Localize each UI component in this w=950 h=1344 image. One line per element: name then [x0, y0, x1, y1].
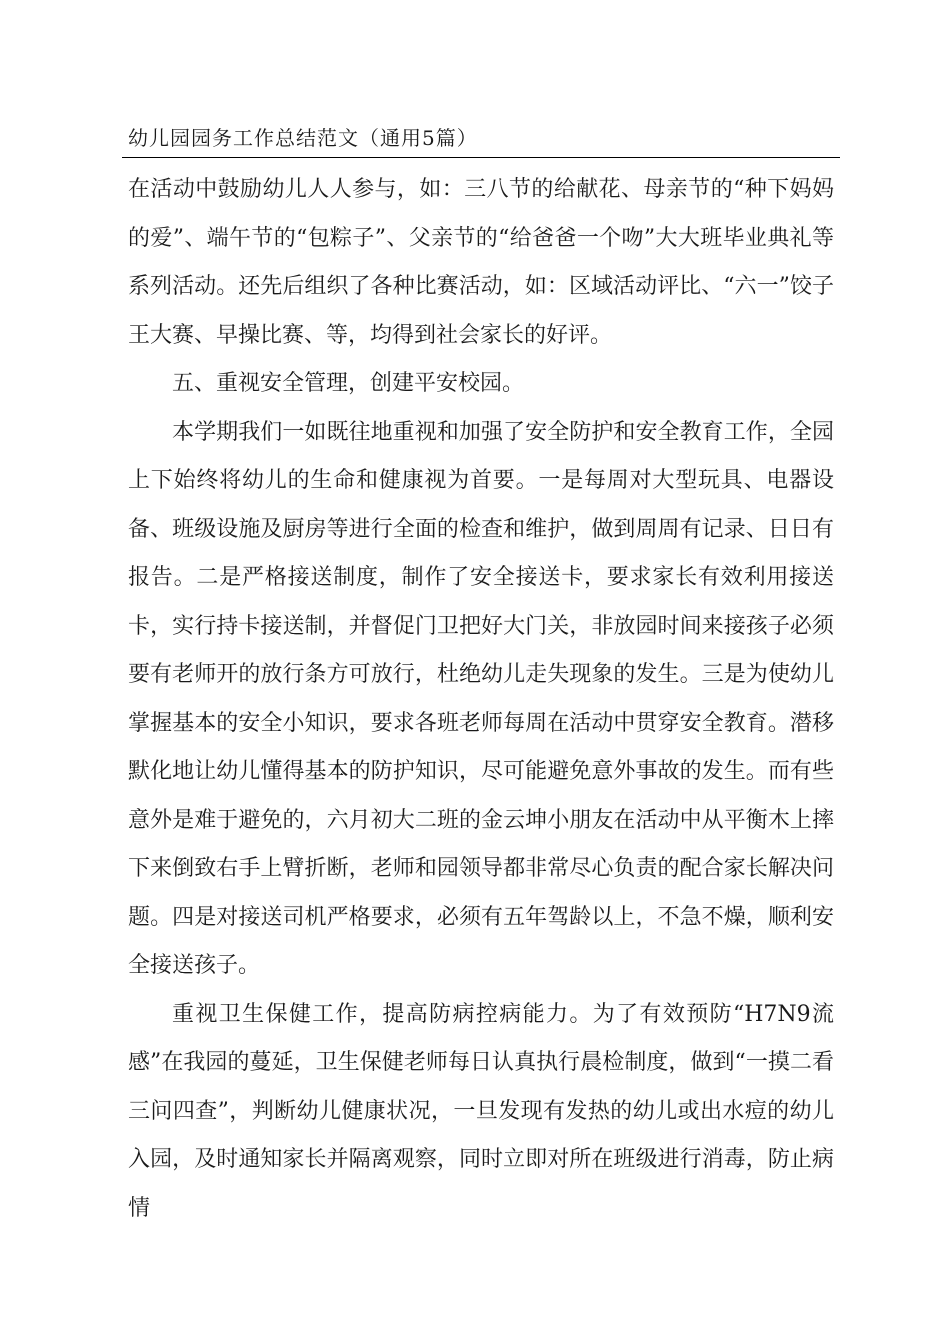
section-heading-safety: 五、重视安全管理，创建平安校园。	[172, 371, 525, 396]
paragraph-activities: 在活动中鼓励幼儿人人参与，如：三八节的给献花、母亲节的“种下妈妈的爱”、端午节的“包粽子”、父亲节的“给爸爸一个吻”大大班毕业典礼等系列活动。还先后组织了各种比赛活动，如：区域活动评比、“六一”饺子王大赛、早操比赛、等，均得到社会家长的好评。	[128, 177, 834, 348]
paragraph-health: 重视卫生保健工作，提高防病控病能力。为了有效预防“H7N9流感”在我园的蔓延，卫生保健老师每日认真执行晨检制度，做到“一摸二看三问四查”，判断幼儿健康状况，一旦发现有发热的幼儿或出水痘的幼儿入园，及时通知家长并隔离观察，同时立即对所在班级进行消毒，防止病情	[128, 1001, 834, 1221]
document-body	[128, 166, 834, 1233]
page-header-title: 幼儿园园务工作总结范文（通用5篇）	[128, 126, 478, 150]
paragraph-safety: 本学期我们一如既往地重视和加强了安全防护和安全教育工作，全园上下始终将幼儿的生命和健康视为首要。一是每周对大型玩具、电器设备、班级设施及厨房等进行全面的检查和维护，做到周周有记录、日日有报告。二是严格接送制度，制作了安全接送卡，要求家长有效利用接送卡，实行持卡接送制，并督促门卫把好大门关，非放园时间来接孩子必须要有老师开的放行条方可放行，杜绝幼儿走失现象的发生。三是为使幼儿掌握基本的安全小知识，要求各班老师每周在活动中贯穿安全教育。潜移默化地让幼儿懂得基本的防护知识，尽可能避免意外事故的发生。而有些意外是难于避免的，六月初大二班的金云坤小朋友在活动中从平衡木上摔下来倒致右手上臂折断，老师和园领导都非常尽心负责的配合家长解决问题。四是对接送司机严格要求，必须有五年驾龄以上，不急不燥，顺利安全接送孩子。	[128, 419, 834, 978]
header-divider	[122, 157, 840, 158]
